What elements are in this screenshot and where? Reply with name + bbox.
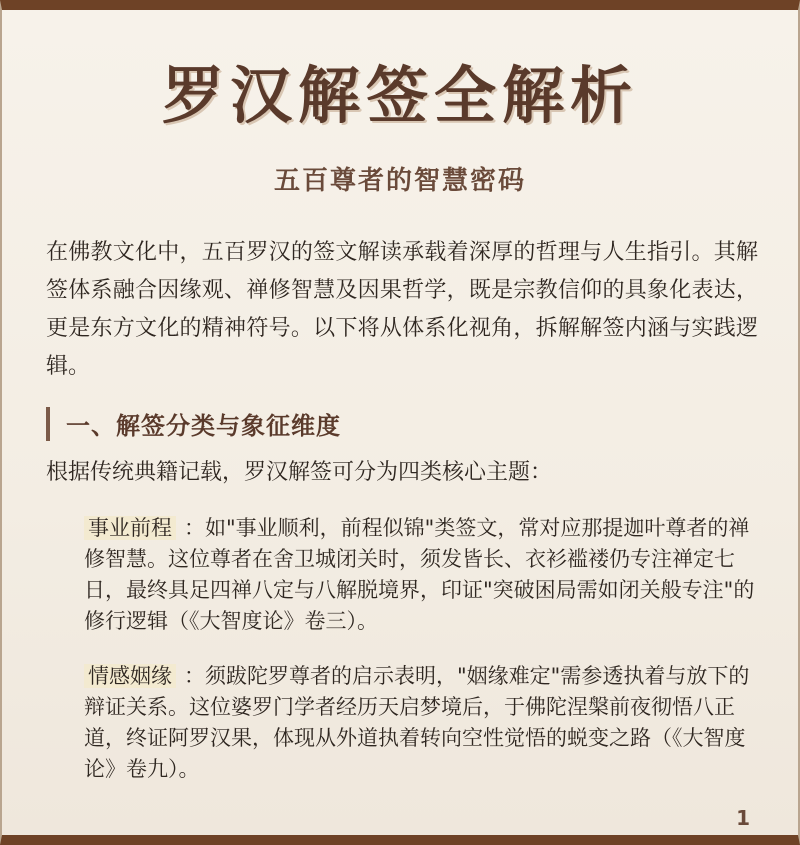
section-heading [46, 406, 341, 441]
item-text: ：须跋陀罗尊者的启示表明，"姻缘难定"需参透执着与放下的辩证关系。这位婆罗门学者经历天启梦境后，于佛陀涅槃前夜彻悟八正道，终证阿罗汉果，体现从外道执着转向空性觉悟的蜕变之路（《大智度论》卷九）。 [84, 664, 750, 781]
section-bar-decoration [46, 407, 50, 441]
page-subtitle: 五百尊者的智慧密码 [273, 166, 526, 196]
section-heading-text: 一、解签分类与象征维度 [66, 412, 341, 440]
section-lead: 根据传统典籍记载，罗汉解签可分为四类核心主题： [46, 460, 553, 485]
list-item [84, 513, 760, 637]
page-title: 罗汉解签全解析 [161, 59, 638, 132]
item-text: ：如"事业顺利，前程似锦"类签文，常对应那提迦叶尊者的禅修智慧。这位尊者在舍卫城闭关时，须发皆长、衣衫褴褛仍专注禅定七日，最终具足四禅八定与八解脱境界，印证"突破困局需如闭关般专注"的修行逻辑（《大智度论》卷三）。 [84, 516, 755, 633]
page-number: 1 [736, 806, 750, 830]
item-tag: 事业前程 [84, 516, 176, 540]
list-item [84, 661, 760, 785]
item-tag: 情感姻缘 [84, 664, 176, 688]
intro-paragraph: 在佛教文化中，五百罗汉的签文解读承载着深厚的哲理与人生指引。其解签体系融合因缘观、禅修智慧及因果哲学，既是宗教信仰的具象化表达，更是东方文化的精神符号。以下将从体系化视角，拆解解签内涵与实践逻辑。 [46, 240, 758, 379]
